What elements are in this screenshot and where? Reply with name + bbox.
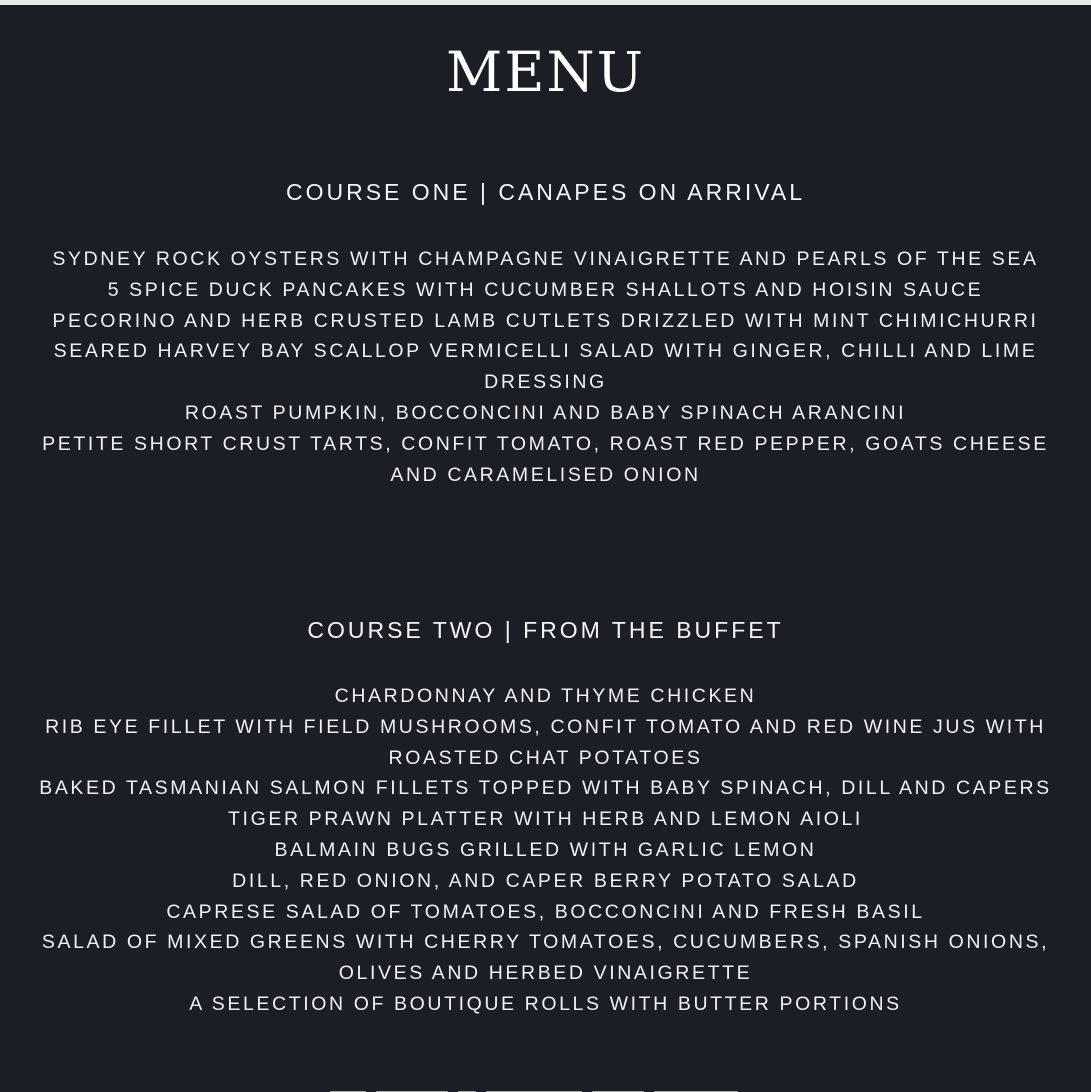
course-one-items [25, 244, 1066, 490]
menu-item: 5 SPICE DUCK PANCAKES WITH CUCUMBER SHALLOTS AND HOISIN SAUCE [107, 278, 984, 301]
menu-item: DILL, RED ONION, AND CAPER BERRY POTATO SALAD [232, 869, 859, 892]
menu-item: SEARED HARVEY BAY SCALLOP VERMICELLI SALAD WITH GINGER, CHILLI AND LIME DRESSING [53, 340, 1038, 394]
menu-item: CAPRESE SALAD OF TOMATOES, BOCCONCINI AND FRESH BASIL [166, 900, 925, 923]
menu-item: SALAD OF MIXED GREENS WITH CHERRY TOMATOES, CUCUMBERS, SPANISH ONIONS, OLIVES AND HERBED VINAIGRETTE [41, 931, 1050, 985]
menu-item: SYDNEY ROCK OYSTERS WITH CHAMPAGNE VINAIGRETTE AND PEARLS OF THE SEA [52, 248, 1039, 270]
menu-item: BALMAIN BUGS GRILLED WITH GARLIC LEMON [274, 838, 817, 861]
course-two-heading: COURSE TWO | FROM THE BUFFET [307, 617, 784, 643]
menu-item: A SELECTION OF BOUTIQUE ROLLS WITH BUTTER PORTIONS [189, 992, 902, 1015]
menu-title: MENU [446, 40, 645, 104]
cut-off-text-fragment [330, 1087, 760, 1092]
course-two-items [25, 681, 1066, 1020]
menu-item: PETITE SHORT CRUST TARTS, CONFIT TOMATO, ROAST RED PEPPER, GOATS CHEESE AND CARAMELISED ONION [42, 432, 1049, 486]
menu-item: ROAST PUMPKIN, BOCCONCINI AND BABY SPINACH ARANCINI [184, 401, 907, 424]
menu-item: CHARDONNAY AND THYME CHICKEN [334, 685, 757, 707]
course-one-heading: COURSE ONE | CANAPES ON ARRIVAL [285, 179, 806, 205]
menu-item: BAKED TASMANIAN SALMON FILLETS TOPPED WITH BABY SPINACH, DILL AND CAPERS [39, 777, 1052, 800]
menu-item: PECORINO AND HERB CRUSTED LAMB CUTLETS DRIZZLED WITH MINT CHIMICHURRI [52, 309, 1039, 332]
menu-item: TIGER PRAWN PLATTER WITH HERB AND LEMON AIOLI [228, 808, 863, 831]
menu-item: RIB EYE FILLET WITH FIELD MUSHROOMS, CONFIT TOMATO AND RED WINE JUS WITH ROASTED CHAT POTATOES [45, 715, 1046, 769]
